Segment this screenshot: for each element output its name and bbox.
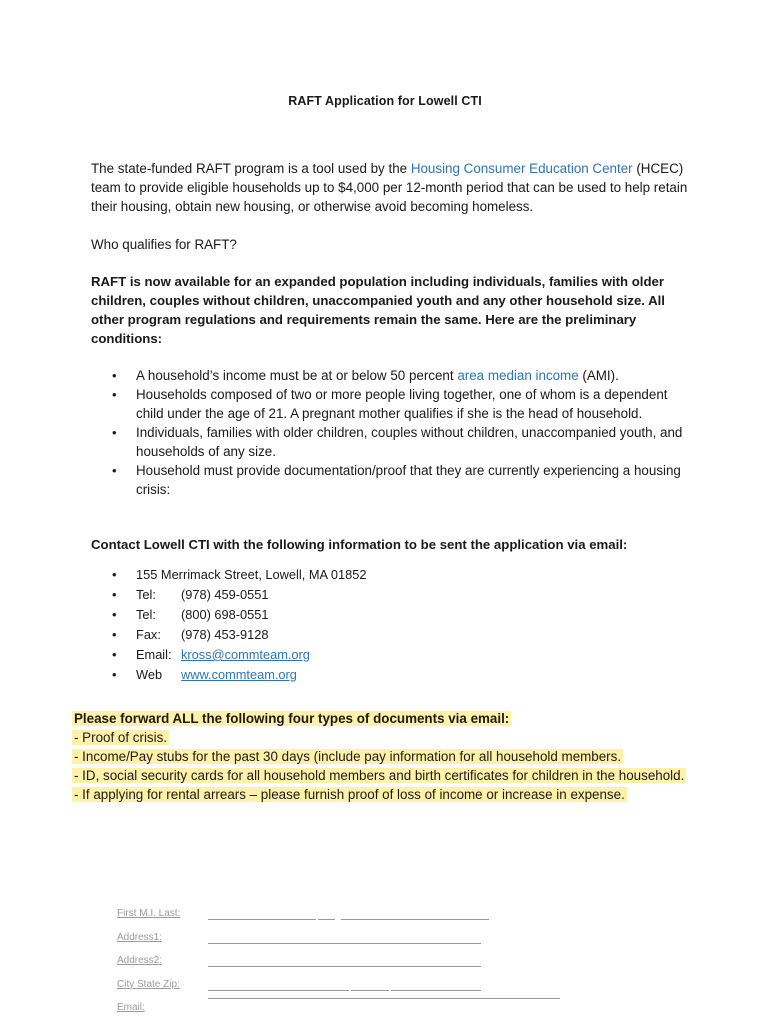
bullet-icon: • bbox=[112, 387, 117, 402]
bullet-icon: • bbox=[112, 607, 117, 622]
name-label: First M.I. Last: bbox=[117, 908, 181, 919]
document-item: - If applying for rental arrears – please furnish proof of loss of income or increase in expense. bbox=[74, 787, 625, 802]
expanded-notice: RAFT is now available for an expanded population including individuals, families with older children, couples without children, unaccompanied youth and any other household size. All other program regulations and requirements remain the same. Here are the preliminary conditions: bbox=[91, 274, 665, 346]
email-link[interactable]: kross@commteam.org bbox=[181, 647, 310, 662]
first-name-line[interactable] bbox=[208, 919, 316, 920]
address2-field-row bbox=[117, 953, 567, 977]
bullet-icon: • bbox=[112, 368, 117, 383]
contact-list bbox=[91, 565, 691, 685]
address1-label: Address1: bbox=[117, 931, 163, 943]
applicant-form bbox=[117, 906, 567, 1024]
address2-line[interactable] bbox=[208, 966, 481, 967]
qualify-question: Who qualifies for RAFT? bbox=[91, 237, 237, 252]
contact-web bbox=[91, 665, 691, 685]
conditions-list bbox=[91, 366, 691, 499]
condition-text: Individuals, families with older children, couples without children, unaccompanied youth, and households of any size. bbox=[136, 425, 683, 459]
web-label: Web bbox=[136, 667, 163, 682]
bullet-icon: • bbox=[112, 667, 117, 682]
name-field-row bbox=[117, 906, 567, 930]
condition-text: Household must provide documentation/proof that they are currently experiencing a housing crisis: bbox=[136, 463, 681, 497]
address1-line[interactable] bbox=[208, 943, 481, 944]
condition-individuals bbox=[91, 423, 691, 461]
zip-line[interactable] bbox=[391, 990, 481, 991]
address2-label: Address2: bbox=[117, 955, 163, 966]
bullet-icon: • bbox=[112, 567, 117, 582]
bullet-icon: • bbox=[112, 463, 117, 478]
condition-crisis bbox=[91, 461, 691, 499]
city-field-row bbox=[117, 977, 567, 1001]
state-line[interactable] bbox=[351, 990, 389, 991]
tel-label: Tel: bbox=[136, 607, 156, 622]
document-item: - ID, social security cards for all household members and birth certificates for children in the household. bbox=[74, 768, 685, 783]
bullet-icon: • bbox=[112, 647, 117, 662]
fax-label: Fax: bbox=[136, 627, 161, 642]
condition-household bbox=[91, 385, 691, 423]
middle-initial-line[interactable] bbox=[318, 919, 335, 920]
documents-section bbox=[72, 709, 686, 804]
address-text: 155 Merrimack Street, Lowell, MA 01852 bbox=[136, 567, 367, 582]
city-state-zip-label: City State Zip: bbox=[117, 978, 180, 990]
documents-heading: Please forward ALL the following four types of documents via email: bbox=[74, 711, 510, 726]
contact-fax bbox=[91, 625, 691, 645]
fax-value: (978) 453-9128 bbox=[181, 627, 269, 642]
contact-tel-1 bbox=[91, 585, 691, 605]
last-name-line[interactable] bbox=[341, 919, 489, 920]
contact-tel-2 bbox=[91, 605, 691, 625]
city-line[interactable] bbox=[208, 990, 349, 991]
tel-label: Tel: bbox=[136, 587, 156, 602]
ami-link[interactable]: area median income bbox=[457, 368, 579, 383]
email-form-label: Email: bbox=[117, 1002, 145, 1013]
website-link[interactable]: www.commteam.org bbox=[181, 667, 297, 682]
document-item: - Proof of crisis. bbox=[74, 730, 168, 745]
contact-heading: Contact Lowell CTI with the following information to be sent the application via email: bbox=[91, 537, 628, 552]
condition-text: Households composed of two or more people living together, one of whom is a dependent child under the age of 21. A pregnant mother qualifies if she is the head of household. bbox=[136, 387, 668, 421]
address1-field-row bbox=[117, 930, 567, 954]
bullet-icon: • bbox=[112, 627, 117, 642]
condition-income bbox=[91, 366, 691, 385]
email-field-row bbox=[117, 1000, 567, 1024]
extra-line bbox=[208, 998, 560, 999]
condition-text: A household’s income must be at or below 50 percent bbox=[136, 368, 458, 383]
condition-text-end: (AMI). bbox=[578, 368, 619, 383]
tel-value: (800) 698-0551 bbox=[181, 607, 269, 622]
contact-email bbox=[91, 645, 691, 665]
hcec-link[interactable]: Housing Consumer Education Center bbox=[410, 161, 633, 176]
intro-text-after: (HCEC) team to provide eligible households up to $4,000 per 12-month period that can be used to help retain their housing, obtain new housing, or otherwise avoid becoming homeless. bbox=[91, 161, 688, 214]
email-label: Email: bbox=[136, 647, 172, 662]
intro-text-before: The state-funded RAFT program is a tool used by the bbox=[91, 161, 411, 176]
tel-value: (978) 459-0551 bbox=[181, 587, 269, 602]
intro-paragraph bbox=[91, 159, 691, 216]
document-title: RAFT Application for Lowell CTI bbox=[288, 94, 482, 108]
document-item: - Income/Pay stubs for the past 30 days (include pay information for all household members. bbox=[74, 749, 622, 764]
bullet-icon: • bbox=[112, 425, 117, 440]
contact-address bbox=[91, 565, 691, 585]
bullet-icon: • bbox=[112, 587, 117, 602]
